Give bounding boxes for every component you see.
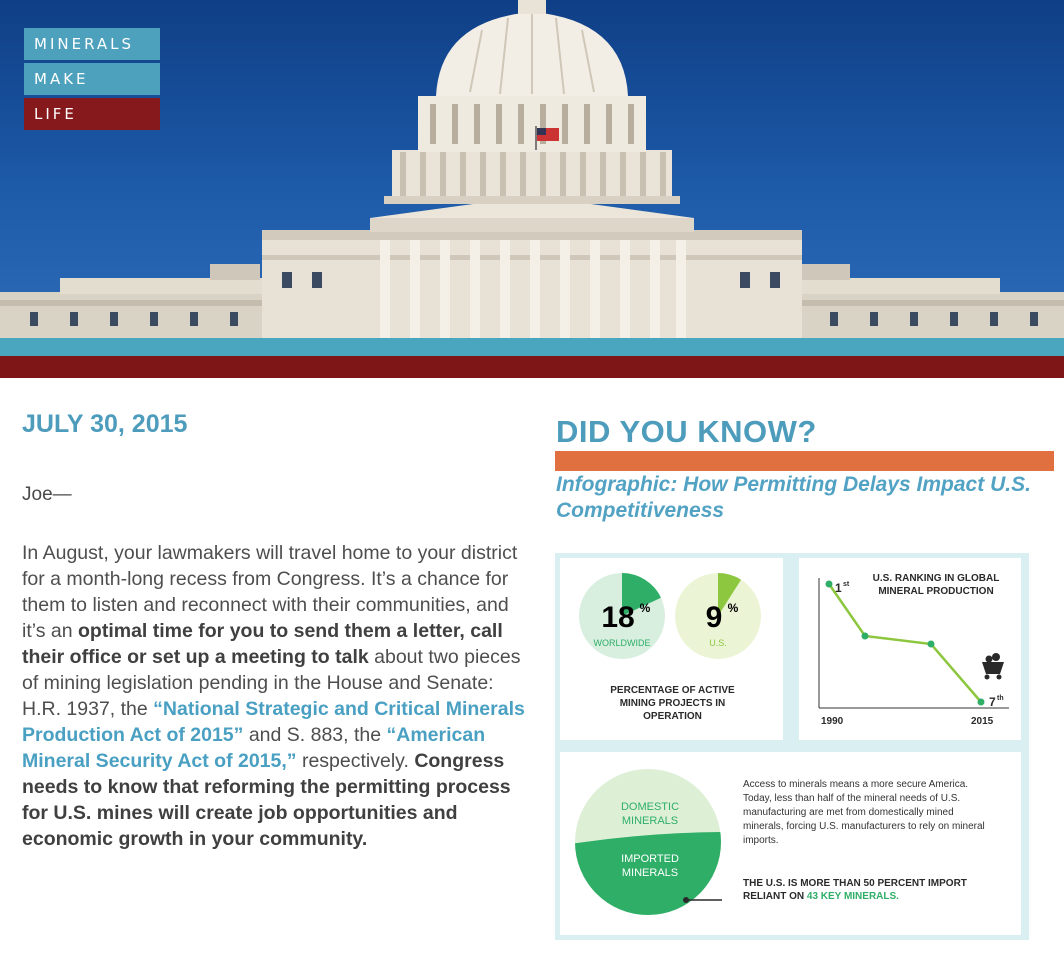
ranking-point <box>862 633 869 640</box>
ranking-point-1990 <box>826 581 833 588</box>
import-reliance-callout <box>743 877 993 903</box>
us-percent-sign: % <box>727 601 739 615</box>
hr-1937-link[interactable]: “National Strategic and Critical Minerals Production Act of 2015” <box>22 698 525 746</box>
logo-line-3: LIFE <box>24 98 160 130</box>
infographic[interactable] <box>555 553 1029 940</box>
callout-text: THE U.S. IS MORE THAN 50 PERCENT IMPORT RELIANT ON <box>743 878 967 902</box>
imported-label: IMPORTED MINERALS <box>621 853 679 879</box>
us-label: U.S. <box>709 638 727 648</box>
x-end-label: 2015 <box>971 716 994 727</box>
minerals-make-life-logo[interactable] <box>24 28 160 133</box>
import-reliance-text: Access to minerals means a more secure America. Today, less than half of the mineral needs of U.S. manufacturing are met from domestically mined minerals, forcing U.S. manufacturers to rely on mineral imports. <box>743 779 985 846</box>
callout-highlight: 43 KEY MINERALS. <box>806 891 899 902</box>
hero-banner <box>0 0 1064 340</box>
letter-body <box>22 540 526 852</box>
import-reliance-panel <box>560 752 1021 935</box>
ranking-point <box>928 641 935 648</box>
letter-greeting: Joe— <box>22 484 72 505</box>
worldwide-label: WORLDWIDE <box>593 638 651 648</box>
body-text-segment: and S. 883, the <box>243 724 387 746</box>
callout-dot <box>683 897 689 903</box>
logo-line-2: MAKE <box>24 63 160 95</box>
body-bold-segment: Congress needs to know that reforming the permitting process for U.S. mines will create job opportunities and economic growth in your community. <box>22 750 511 850</box>
x-start-label: 1990 <box>821 716 844 727</box>
start-rank-suffix: st <box>843 581 850 588</box>
body-text-segment: In August, your lawmakers will travel home to your district for a month-long recess from Congress. It’s a chance for them to listen and reconnect with their communities, and it’s an <box>22 542 518 642</box>
active-projects-panel <box>560 558 783 740</box>
worldwide-percent-sign: % <box>639 601 651 615</box>
end-rank-label: 7 <box>989 695 996 709</box>
start-rank-label: 1 <box>835 581 842 595</box>
body-text-segment: about two pieces of mining legislation pending in the House and Senate: H.R. 1937, the <box>22 646 521 720</box>
mine-cart-icon <box>982 653 1004 680</box>
logo-line-1: MINERALS <box>24 28 160 60</box>
divider-stripe-teal <box>0 338 1064 356</box>
body-text-segment: respectively. <box>296 750 415 772</box>
ranking-point-2015 <box>978 699 985 706</box>
heading-accent-bar <box>555 451 1054 471</box>
did-you-know-heading: DID YOU KNOW? <box>556 414 817 449</box>
active-projects-caption: PERCENTAGE OF ACTIVE MINING PROJECTS IN OPERATION <box>610 685 735 722</box>
domestic-label: DOMESTIC MINERALS <box>620 801 680 827</box>
ranking-title: U.S. RANKING IN GLOBAL MINERAL PRODUCTION <box>872 573 1000 597</box>
ranking-line <box>829 584 981 702</box>
letter-date: JULY 30, 2015 <box>22 410 188 438</box>
infographic-title-link[interactable]: Infographic: How Permitting Delays Impact U.S. Competitiveness <box>556 473 1031 522</box>
end-rank-suffix: th <box>997 695 1004 702</box>
divider-stripe-red <box>0 356 1064 378</box>
s-883-link[interactable]: “American Mineral Security Act of 2015,” <box>22 724 486 772</box>
ranking-panel <box>799 558 1021 740</box>
worldwide-value: 18 <box>601 601 635 634</box>
us-value: 9 <box>705 601 723 634</box>
body-bold-segment: optimal time for you to send them a letter, call their office or set up a meeting to talk <box>22 620 503 668</box>
